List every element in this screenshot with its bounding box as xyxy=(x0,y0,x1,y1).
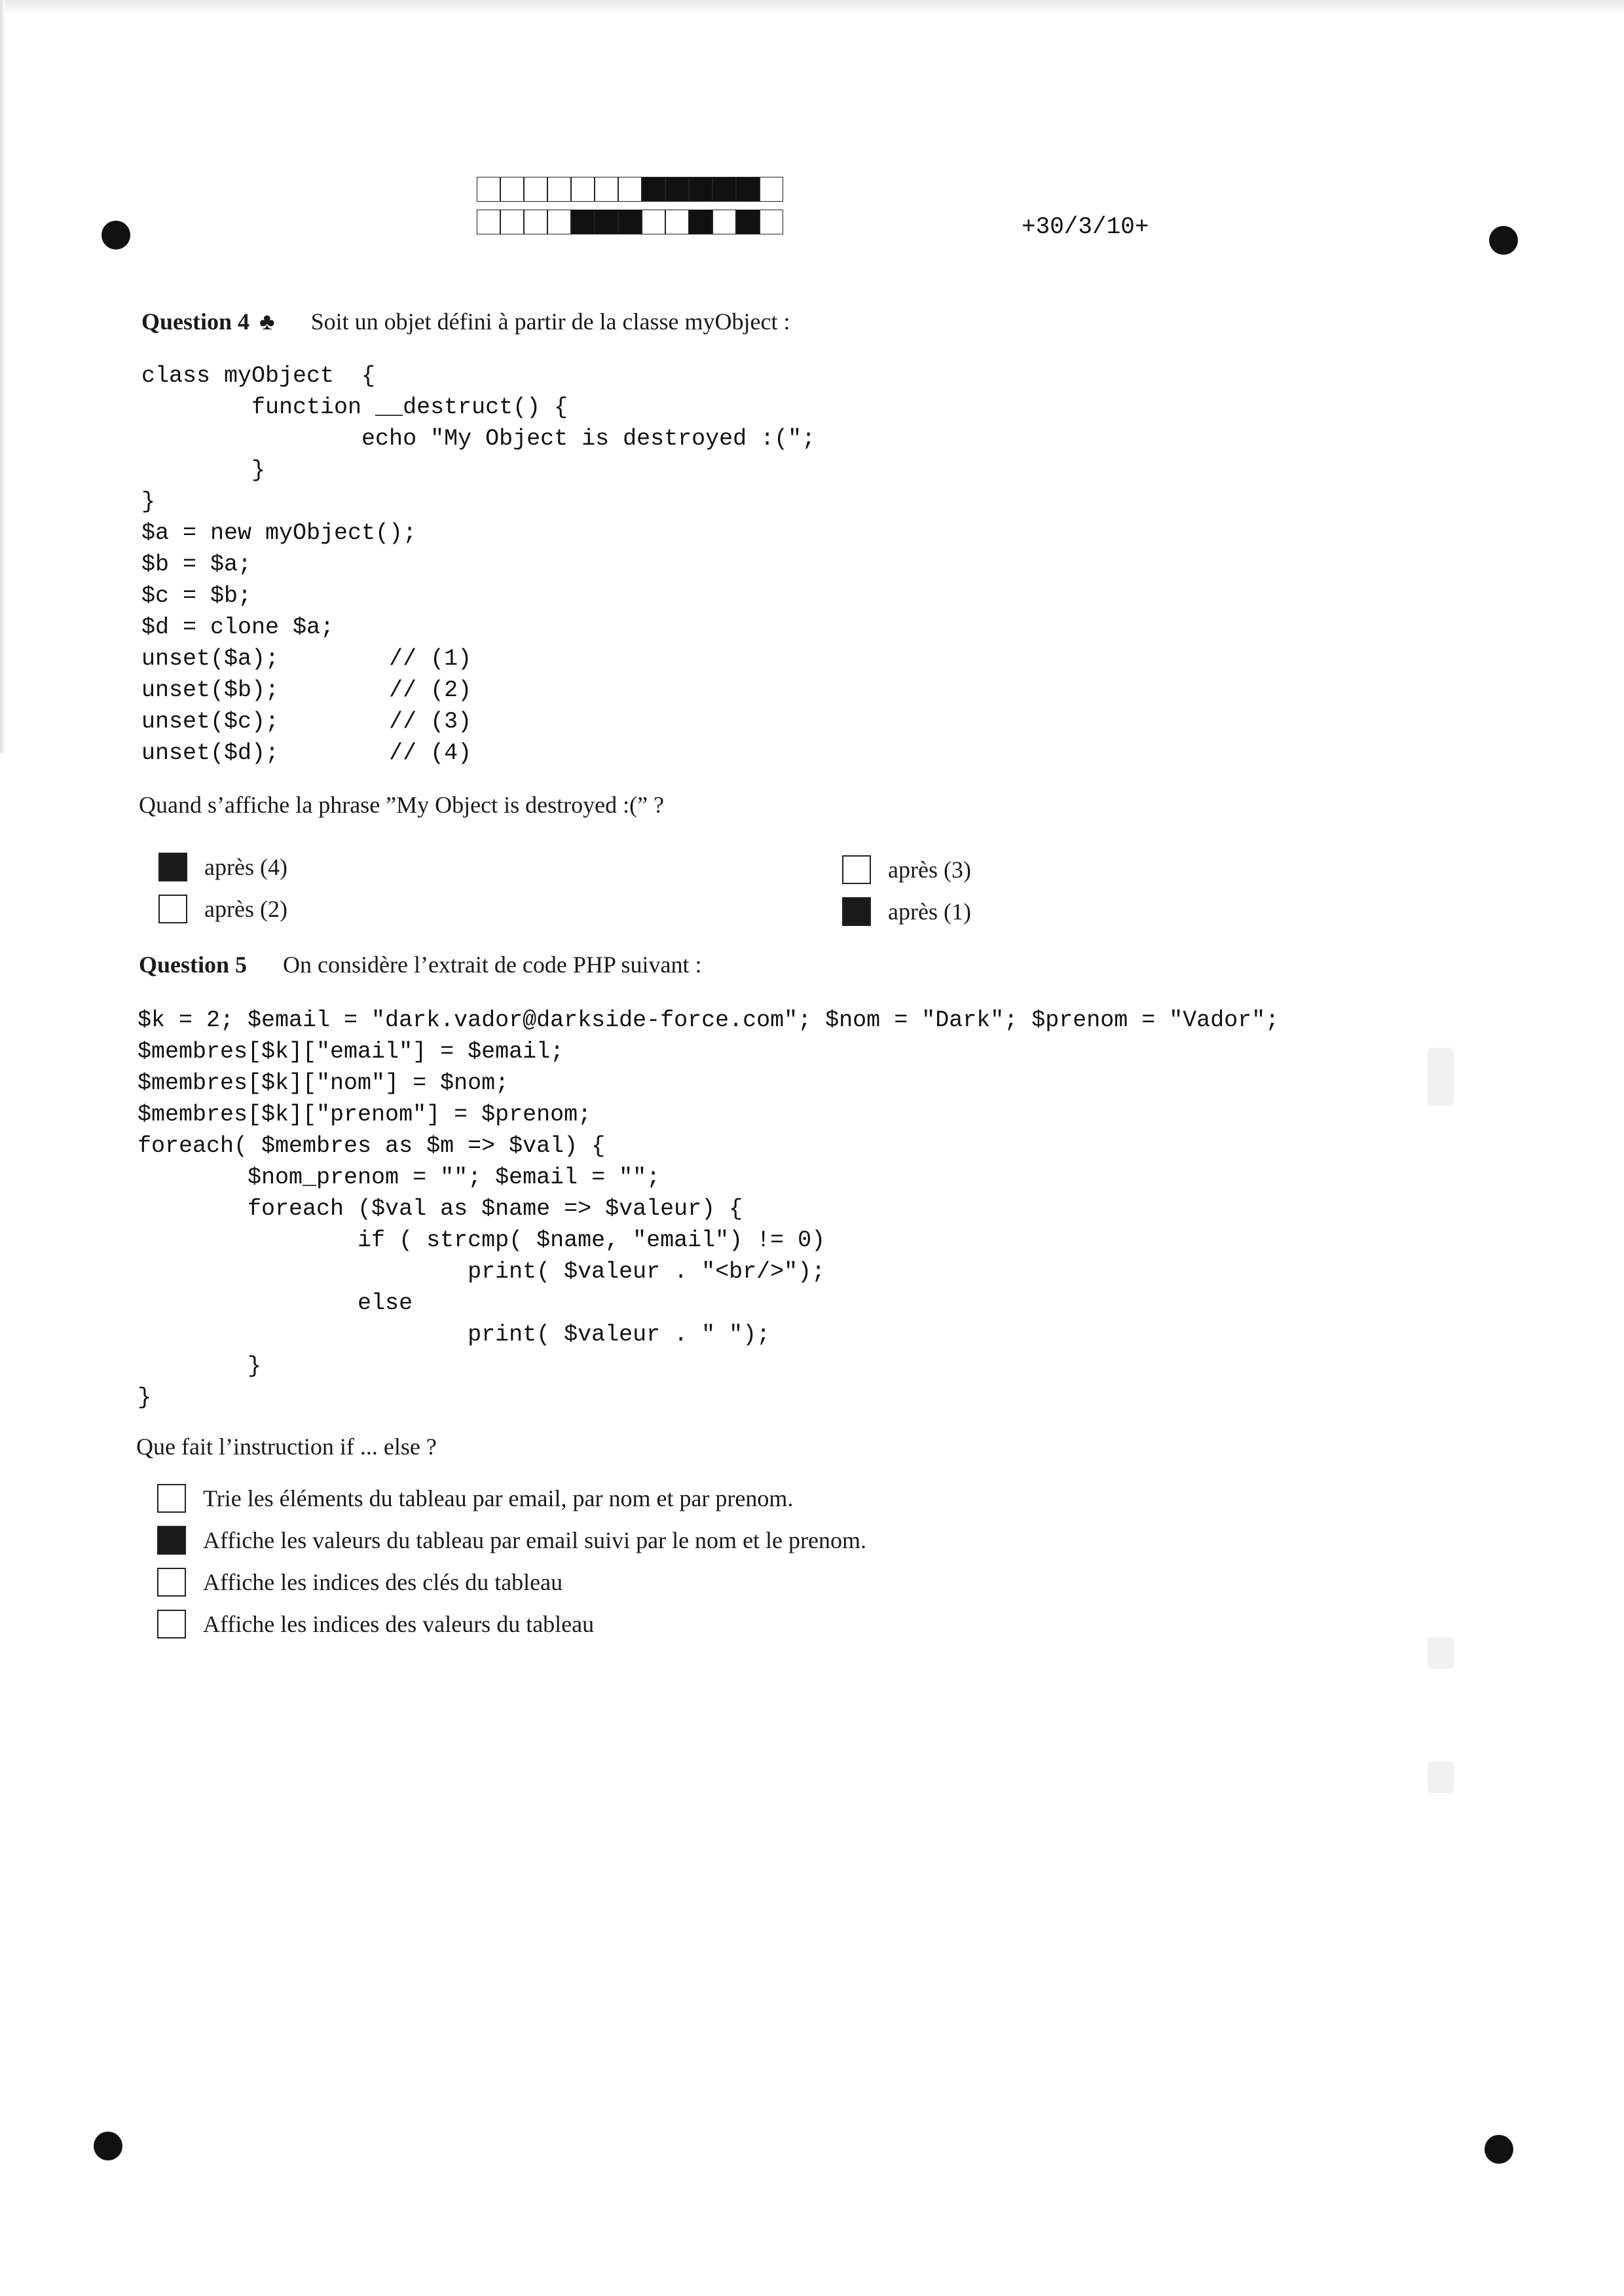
code-line: $b = $a; xyxy=(141,551,252,578)
barcode-cell xyxy=(571,210,595,234)
option-label: Affiche les indices des valeurs du tableau xyxy=(203,1611,595,1637)
scan-smudge xyxy=(1428,1637,1454,1669)
barcode-cell xyxy=(595,210,618,234)
barcode-cell xyxy=(547,177,571,202)
q4-checkbox-0[interactable] xyxy=(158,853,187,881)
q4-option-apres-3[interactable] xyxy=(842,855,971,884)
code-line: else xyxy=(138,1290,413,1316)
q5-option-trie[interactable] xyxy=(157,1484,793,1513)
barcode-cell xyxy=(618,177,642,202)
q4-option-apres-1[interactable] xyxy=(842,897,971,926)
registration-mark-top-left xyxy=(101,221,130,250)
q4-checkbox-3[interactable] xyxy=(842,897,871,926)
barcode-cell xyxy=(547,210,571,234)
code-line: $nom_prenom = ""; $email = ""; xyxy=(138,1164,661,1191)
barcode-cell xyxy=(477,210,500,234)
code-line: function __destruct() { xyxy=(141,394,568,420)
q5-option-indices-valeurs[interactable] xyxy=(157,1610,594,1639)
code-line: $c = $b; xyxy=(141,583,252,609)
registration-mark-top-right xyxy=(1489,226,1518,255)
question-4-code xyxy=(141,360,815,769)
option-label: après (3) xyxy=(888,857,971,883)
barcode-cell xyxy=(760,210,783,234)
barcode-cell xyxy=(736,210,760,234)
barcode-cell xyxy=(524,210,547,234)
q5-checkbox-0[interactable] xyxy=(157,1484,186,1513)
code-line: $d = clone $a; xyxy=(141,614,335,640)
scan-edge-left xyxy=(0,0,5,753)
option-label: après (4) xyxy=(204,854,287,880)
barcode-cell xyxy=(595,177,618,202)
option-label: Trie les éléments du tableau par email, par nom et par prenom. xyxy=(203,1485,794,1511)
question-4-label: Question 4 xyxy=(141,308,250,335)
barcode-cell xyxy=(642,177,665,202)
code-line: $k = 2; $email = "dark.vador@darkside-force.com"; $nom = "Dark"; $prenom = "Vador"; xyxy=(138,1007,1280,1033)
scan-smudge xyxy=(1428,1762,1454,1793)
code-line: } xyxy=(138,1353,262,1379)
registration-mark-bottom-right xyxy=(1485,2135,1513,2164)
question-4-prompt: Quand s’affiche la phrase ”My Object is destroyed :(” ? xyxy=(139,792,665,818)
q5-checkbox-3[interactable] xyxy=(157,1610,186,1639)
option-label: Affiche les valeurs du tableau par email suivi par le nom et le prenom. xyxy=(203,1527,866,1553)
code-line: echo "My Object is destroyed :("; xyxy=(141,426,816,452)
barcode-cell xyxy=(760,177,783,202)
q5-option-affiche-valeurs[interactable] xyxy=(157,1526,866,1555)
code-line: print( $valeur . "<br/>"); xyxy=(138,1259,826,1285)
registration-mark-bottom-left xyxy=(94,2132,122,2160)
barcode-cell xyxy=(665,210,689,234)
barcode-cell xyxy=(689,177,712,202)
q4-checkbox-2[interactable] xyxy=(158,895,187,923)
code-line: unset($d); // (4) xyxy=(141,740,472,766)
barcode-cell xyxy=(500,177,524,202)
barcode-cell xyxy=(618,210,642,234)
barcode-cell xyxy=(477,177,500,202)
question-4-heading xyxy=(141,308,790,335)
code-line: } xyxy=(138,1384,152,1411)
code-line: print( $valeur . " "); xyxy=(138,1322,771,1348)
barcode-cell xyxy=(712,210,736,234)
question-5-prompt: Que fait l’instruction if ... else ? xyxy=(136,1434,437,1460)
code-line: if ( strcmp( $name, "email") != 0) xyxy=(138,1227,826,1253)
scan-edge-top xyxy=(0,0,1624,14)
code-line: class myObject { xyxy=(141,363,376,389)
barcode-cell xyxy=(712,177,736,202)
code-line: unset($a); // (1) xyxy=(141,646,472,672)
code-line: unset($c); // (3) xyxy=(141,709,472,735)
barcode-row xyxy=(477,210,783,236)
question-5-label: Question 5 xyxy=(139,952,248,978)
code-line: } xyxy=(141,457,266,483)
q5-option-indices-cles[interactable] xyxy=(157,1568,563,1597)
barcode-cell xyxy=(571,177,595,202)
code-line: foreach ($val as $name => $valeur) { xyxy=(138,1196,743,1222)
option-label: Affiche les indices des clés du tableau xyxy=(203,1569,563,1595)
q4-option-apres-2[interactable] xyxy=(158,895,287,923)
question-5-heading xyxy=(139,951,702,978)
code-line: $membres[$k]["email"] = $email; xyxy=(138,1039,564,1065)
code-line: } xyxy=(141,489,156,515)
code-line: unset($b); // (2) xyxy=(141,677,472,703)
barcode-cell xyxy=(642,210,665,234)
code-line: $membres[$k]["prenom"] = $prenom; xyxy=(138,1102,592,1128)
barcode-cell xyxy=(500,210,524,234)
page-barcode xyxy=(477,177,783,242)
barcode-cell xyxy=(524,177,547,202)
code-line: $membres[$k]["nom"] = $nom; xyxy=(138,1070,509,1096)
barcode-row xyxy=(477,177,783,203)
page-id: +30/3/10+ xyxy=(1022,213,1149,240)
code-line: $a = new myObject(); xyxy=(141,520,417,546)
option-label: après (2) xyxy=(204,896,287,922)
q5-checkbox-1[interactable] xyxy=(157,1526,186,1555)
q5-checkbox-2[interactable] xyxy=(157,1568,186,1597)
q4-checkbox-1[interactable] xyxy=(842,855,871,884)
code-line: foreach( $membres as $m => $val) { xyxy=(138,1133,606,1159)
barcode-cell xyxy=(689,210,712,234)
q4-option-apres-4[interactable] xyxy=(158,853,287,881)
option-label: après (1) xyxy=(888,898,971,925)
club-icon: ♣ xyxy=(259,308,275,335)
question-5-text: On considère l’extrait de code PHP suivant : xyxy=(283,952,702,978)
scan-smudge xyxy=(1428,1074,1454,1105)
question-4-text: Soit un objet défini à partir de la classe myObject : xyxy=(310,308,790,335)
barcode-cell xyxy=(736,177,760,202)
barcode-cell xyxy=(665,177,689,202)
question-5-code xyxy=(138,1005,1279,1413)
